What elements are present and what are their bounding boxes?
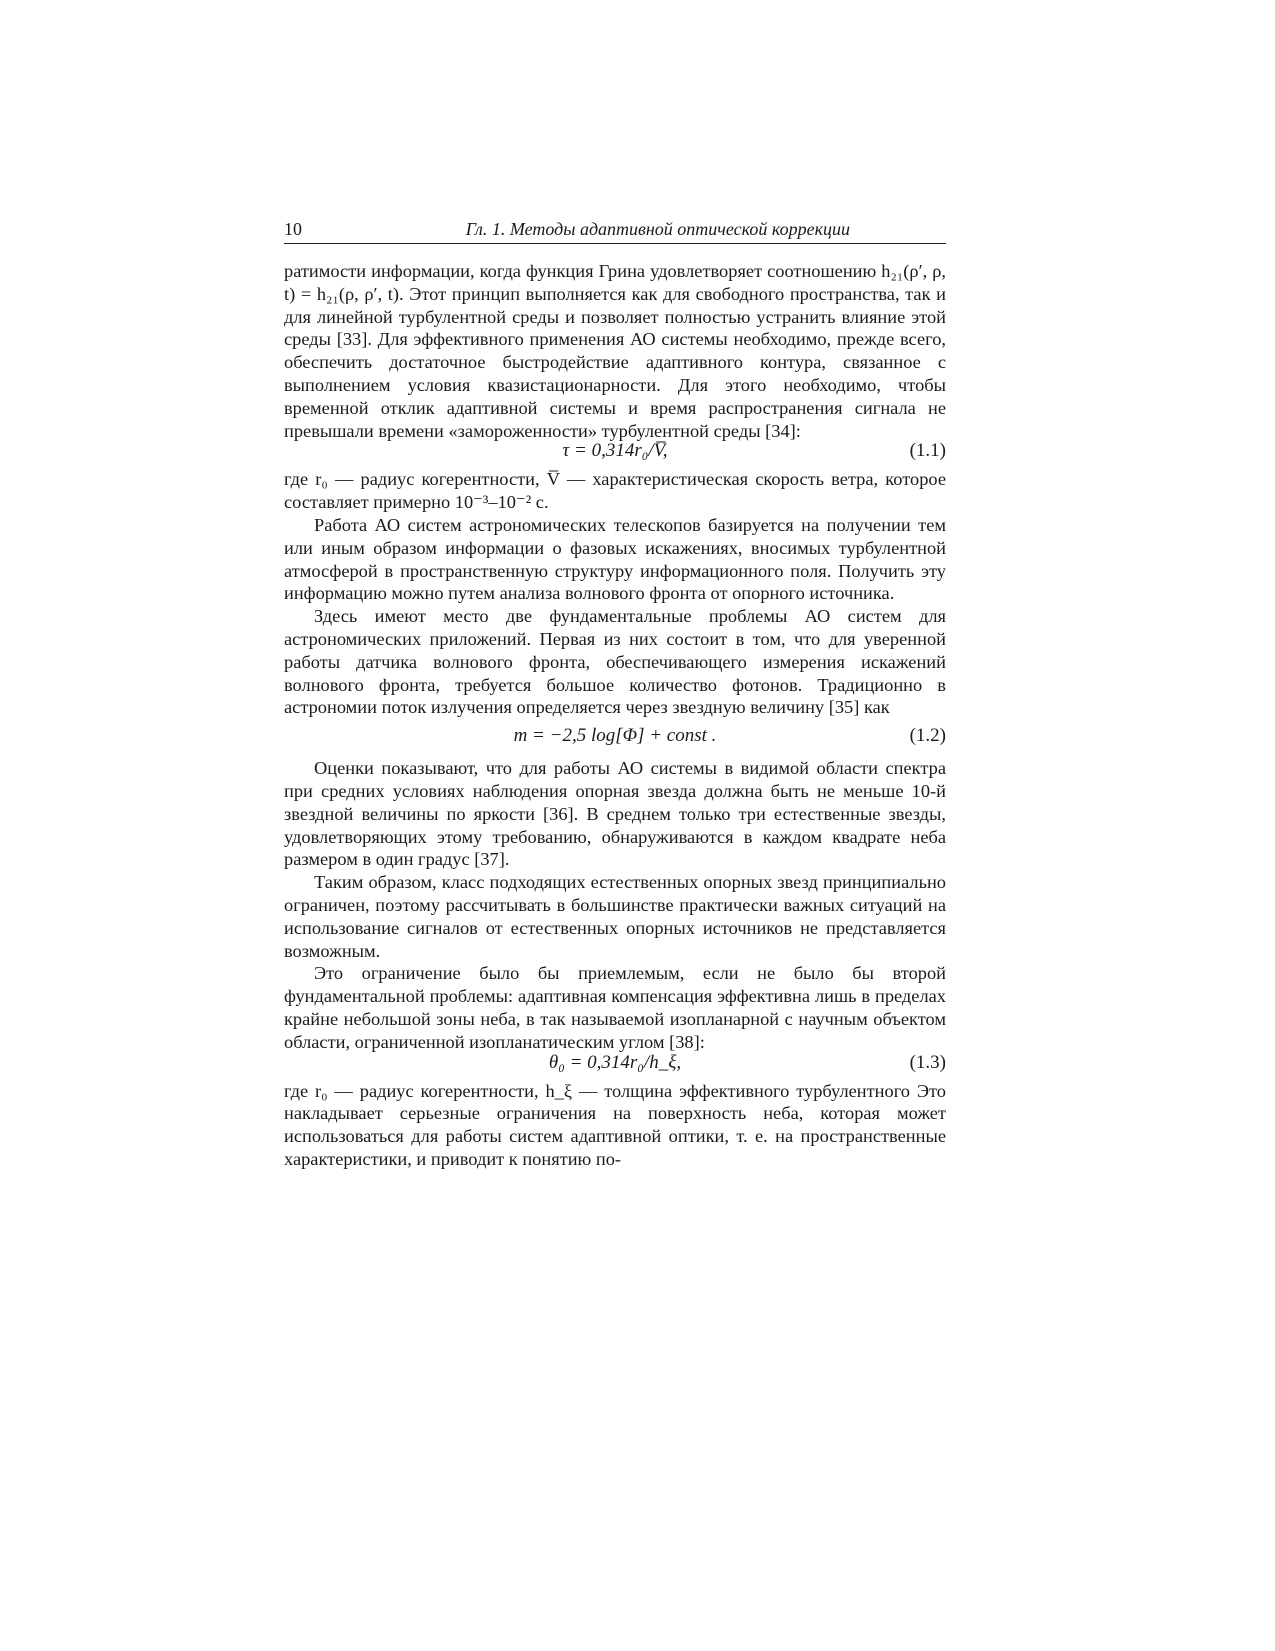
page-number: 10: [284, 219, 302, 239]
paragraph-continued: ратимости информации, когда функция Грина удовлетворяет соотношению h₂₁(ρ′, ρ, t) = h₂₁(ρ, ρ′, t). Этот принцип выполняется как для свободного пространства, так и для линейной турбулентной среды и позволяет полностью устранить влияние этой среды [33]. Для эффективного применения АО системы необходимо, прежде всего, обеспечить достаточное быстродействие адаптивного контура, связанное с выполнением условия квазистационарности. Для этого необходимо, чтобы временной отклик адаптивной системы и время распространения сигнала не превышали времени «замороженности» турбулентной среды [34]:: [284, 261, 946, 441]
equation-number: (1.2): [909, 725, 946, 747]
paragraph: Оценки показывают, что для работы АО системы в видимой области спектра при средних условиях наблюдения опорная звезда должна быть не меньше 10-й звездной величины по яркости [36]. В среднем только три естественные звезды, удовлетворяющих этому требованию, обнаруживаются в каждом квадрате неба размером в один градус [37].: [284, 758, 946, 870]
body-text: [284, 260, 946, 1171]
paragraph: Здесь имеют место две фундаментальные проблемы АО систем для астрономических приложений. Первая из них состоит в том, что для уверенной работы датчика волнового фронта, обеспечивающего измерения искажений волнового фронта, требуется большое количество фотонов. Традиционно в астрономии поток излучения определяется через звездную величину [35] как: [284, 606, 946, 718]
paragraph: Таким образом, класс подходящих естественных опорных звезд принципиально ограничен, поэтому рассчитывать в большинстве практически важных ситуаций на использование сигналов от естественных опорных источников не представляется возможным.: [284, 872, 946, 961]
equation-number: (1.1): [909, 440, 946, 462]
equation-formula: τ = 0,314r₀/V̅,: [562, 440, 668, 462]
paragraph: Работа АО систем астрономических телескопов базируется на получении тем или иным образом информации о фазовых искажениях, вносимых турбулентной атмосферой в пространственную структуру информационного поля. Получить эту информацию можно путем анализа волнового фронта от опорного источника.: [284, 514, 946, 604]
running-header: [284, 218, 946, 244]
paragraph-where-clause: где r₀ — радиус когерентности, V̅ — характеристическая скорость ветра, которое составляет примерно 10⁻³–10⁻² с.: [284, 469, 946, 513]
paragraph: Это ограничение было бы приемлемым, если не было бы второй фундаментальной проблемы: адаптивная компенсация эффективна лишь в пределах крайне небольшой зоны неба, в так называемой изопланарной с научным объектом области, ограниченной изопланатическим углом [38]:: [284, 963, 946, 1052]
equation-formula: m = −2,5 log[Φ] + const .: [513, 725, 717, 747]
equation-1-1: [284, 436, 946, 466]
chapter-title: Гл. 1. Методы адаптивной оптической коррекции: [465, 219, 850, 239]
equation-1-3: [284, 1048, 946, 1078]
equation-formula: θ₀ = 0,314r₀/h_ξ,: [548, 1051, 682, 1073]
paragraph-where-clause: где r₀ — радиус когерентности, h_ξ — толщина эффективного турбулентного Это накладывает серьезные ограничения на поверхность неба, которая может использоваться для работы систем адаптивной оптики, т. е. на пространственные характеристики, и приводит к понятию по-: [284, 1080, 946, 1169]
equation-number: (1.3): [909, 1051, 946, 1073]
book-page: [284, 218, 946, 1171]
equation-1-2: [284, 721, 946, 751]
